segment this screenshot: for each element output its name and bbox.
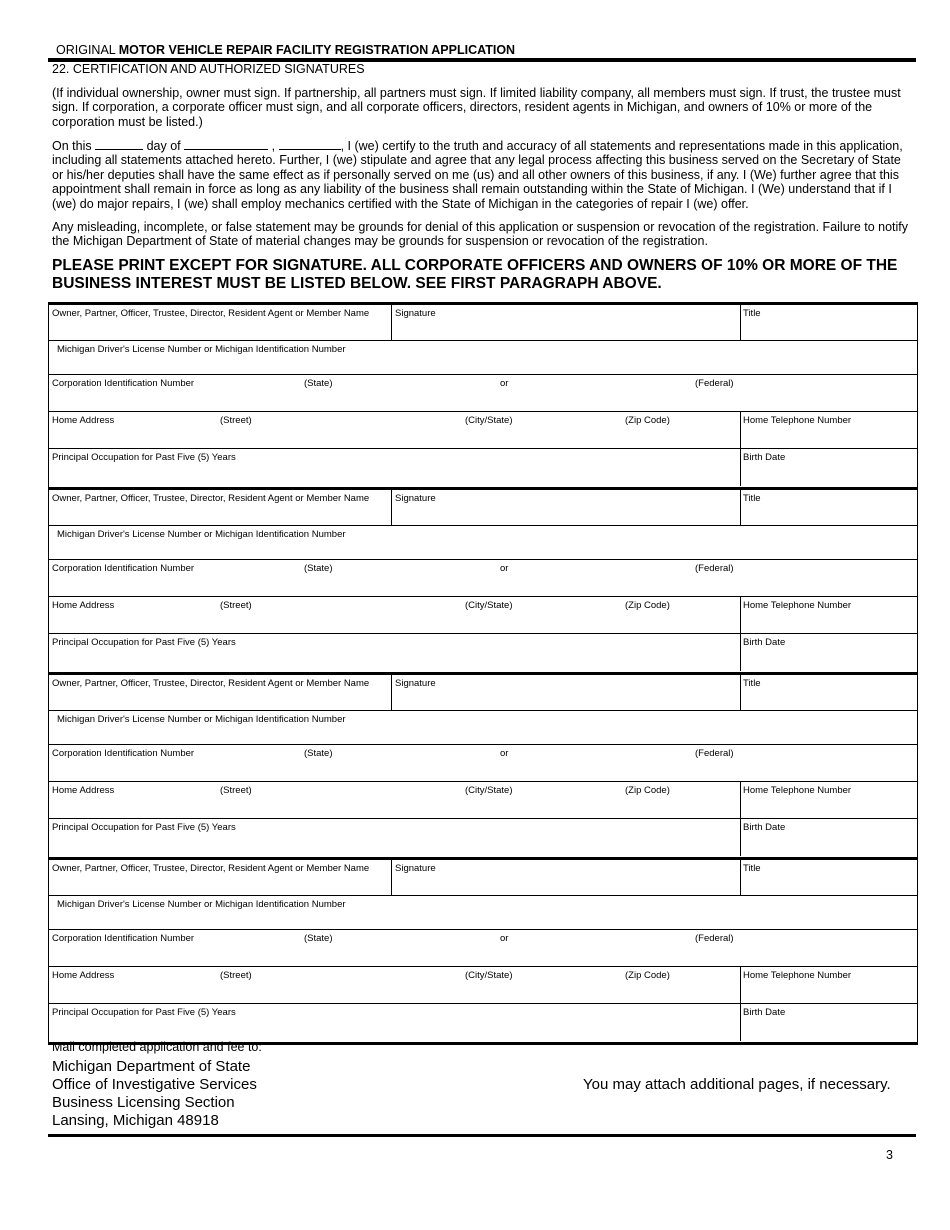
signatory-block	[49, 860, 917, 1045]
home-phone-field[interactable]: Home Telephone Number	[743, 415, 852, 426]
occupation-field[interactable]: Principal Occupation for Past Five (5) Years	[52, 637, 236, 648]
owner-name-field[interactable]: Owner, Partner, Officer, Trustee, Director, Resident Agent or Member Name	[52, 493, 370, 504]
owner-name-field[interactable]: Owner, Partner, Officer, Trustee, Director, Resident Agent or Member Name	[52, 308, 370, 319]
divider	[740, 412, 741, 449]
corporation-id-row	[49, 930, 917, 967]
divider	[740, 305, 741, 341]
name-signature-row	[49, 490, 917, 526]
federal-label: (Federal)	[695, 378, 734, 389]
occupation-field[interactable]: Principal Occupation for Past Five (5) Years	[52, 822, 236, 833]
corp-id-field[interactable]: Corporation Identification Number	[52, 563, 195, 574]
federal-label: (Federal)	[695, 748, 734, 759]
occupation-row	[49, 819, 917, 856]
signature-field[interactable]: Signature	[395, 308, 436, 319]
form-header	[56, 43, 515, 57]
signatory-block	[49, 490, 917, 675]
city-state-label: (City/State)	[465, 785, 513, 796]
title-field[interactable]: Title	[743, 308, 761, 319]
license-field[interactable]: Michigan Driver's License Number or Michigan Identification Number	[57, 899, 346, 910]
home-phone-field[interactable]: Home Telephone Number	[743, 785, 852, 796]
signature-field[interactable]: Signature	[395, 863, 436, 874]
home-address-row	[49, 782, 917, 819]
on-this-label: On this	[52, 139, 92, 153]
section-title: 22. CERTIFICATION AND AUTHORIZED SIGNATURES	[52, 62, 365, 76]
header-prefix: ORIGINAL	[56, 43, 116, 57]
license-row	[49, 341, 917, 375]
city-state-label: (City/State)	[465, 600, 513, 611]
signatory-block	[49, 305, 917, 490]
divider	[740, 967, 741, 1004]
address-line: Business Licensing Section	[52, 1094, 235, 1111]
corp-id-field[interactable]: Corporation Identification Number	[52, 378, 195, 389]
street-label: (Street)	[220, 415, 252, 426]
city-state-label: (City/State)	[465, 970, 513, 981]
or-label: or	[500, 748, 509, 759]
signatory-block	[49, 675, 917, 860]
name-signature-row	[49, 305, 917, 341]
occupation-row	[49, 634, 917, 671]
occupation-row	[49, 449, 917, 486]
name-signature-row	[49, 860, 917, 896]
divider	[740, 490, 741, 526]
year-field[interactable]	[279, 138, 341, 150]
zip-label: (Zip Code)	[625, 415, 670, 426]
occupation-field[interactable]: Principal Occupation for Past Five (5) Years	[52, 452, 236, 463]
corporation-id-row	[49, 560, 917, 597]
corp-id-field[interactable]: Corporation Identification Number	[52, 748, 195, 759]
state-label: (State)	[304, 933, 333, 944]
home-phone-field[interactable]: Home Telephone Number	[743, 970, 852, 981]
home-address-field[interactable]: Home Address	[52, 415, 115, 426]
corporation-id-row	[49, 745, 917, 782]
corporation-id-row	[49, 375, 917, 412]
false-statement-paragraph: Any misleading, incomplete, or false statement may be grounds for denial of this application or suspension or revocation of the registration. Failure to notify the Michigan Department of State of material changes may be grounds for suspension or revocation of the registration.	[52, 220, 909, 249]
zip-label: (Zip Code)	[625, 785, 670, 796]
signature-field[interactable]: Signature	[395, 678, 436, 689]
home-address-row	[49, 967, 917, 1004]
divider	[740, 675, 741, 711]
birth-date-field[interactable]: Birth Date	[743, 822, 786, 833]
form-title: MOTOR VEHICLE REPAIR FACILITY REGISTRATION APPLICATION	[118, 43, 516, 57]
license-field[interactable]: Michigan Driver's License Number or Michigan Identification Number	[57, 529, 346, 540]
license-field[interactable]: Michigan Driver's License Number or Michigan Identification Number	[57, 344, 346, 355]
day-field[interactable]	[95, 138, 143, 150]
day-of-label: day of	[146, 139, 181, 153]
name-signature-row	[49, 675, 917, 711]
or-label: or	[500, 378, 509, 389]
title-field[interactable]: Title	[743, 678, 761, 689]
attach-pages-note: You may attach additional pages, if necessary.	[583, 1076, 891, 1093]
home-address-field[interactable]: Home Address	[52, 970, 115, 981]
street-label: (Street)	[220, 600, 252, 611]
comma-separator: ,	[271, 139, 276, 153]
home-address-row	[49, 597, 917, 634]
address-line: Office of Investigative Services	[52, 1076, 257, 1093]
license-row	[49, 526, 917, 560]
divider	[740, 1004, 741, 1041]
home-address-field[interactable]: Home Address	[52, 600, 115, 611]
divider	[740, 819, 741, 856]
state-label: (State)	[304, 748, 333, 759]
license-row	[49, 896, 917, 930]
signature-field[interactable]: Signature	[395, 493, 436, 504]
occupation-field[interactable]: Principal Occupation for Past Five (5) Years	[52, 1007, 236, 1018]
home-address-row	[49, 412, 917, 449]
divider	[391, 860, 392, 896]
owner-name-field[interactable]: Owner, Partner, Officer, Trustee, Director, Resident Agent or Member Name	[52, 863, 370, 874]
certification-text: , I (we) certify to the truth and accuracy of all statements and representations made in this application, including all statements attached hereto. Further, I (we) stipulate and agree that any legal process affecting this business served on the Secretary of State or his/her deputies shall have the same effect as if personally served on me (us) and all other owners of this business, if any. I (We) further agree that this appointment shall remain in force as long as any liability of the business shall remain outstanding within the State of Michigan. I (We) understand that if I (we) do major repairs, I (we) shall employ mechanics certified with the State of Michigan in the categories of repair I (we) offer.	[52, 139, 903, 211]
mail-instructions: Mail completed application and fee to:	[52, 1040, 262, 1054]
federal-label: (Federal)	[695, 563, 734, 574]
divider	[740, 449, 741, 486]
page-number: 3	[886, 1148, 893, 1162]
home-address-field[interactable]: Home Address	[52, 785, 115, 796]
home-phone-field[interactable]: Home Telephone Number	[743, 600, 852, 611]
state-label: (State)	[304, 563, 333, 574]
corp-id-field[interactable]: Corporation Identification Number	[52, 933, 195, 944]
license-row	[49, 711, 917, 745]
divider	[740, 860, 741, 896]
birth-date-field[interactable]: Birth Date	[743, 452, 786, 463]
owner-name-field[interactable]: Owner, Partner, Officer, Trustee, Director, Resident Agent or Member Name	[52, 678, 370, 689]
or-label: or	[500, 563, 509, 574]
zip-label: (Zip Code)	[625, 970, 670, 981]
divider	[740, 634, 741, 671]
street-label: (Street)	[220, 785, 252, 796]
signing-requirements-paragraph: (If individual ownership, owner must sign. If partnership, all partners must sign. If limited liability company, all members must sign. If trust, the trustee must sign. If corporation, a corporate officer must sign, and all corporate officers, directors, resident agents in Michigan, and owners of 10% or more of the corporation must be listed.)	[52, 86, 901, 129]
zip-label: (Zip Code)	[625, 600, 670, 611]
divider	[391, 675, 392, 711]
print-notice: PLEASE PRINT EXCEPT FOR SIGNATURE. ALL CORPORATE OFFICERS AND OWNERS OF 10% OR MORE OF THE BUSINESS INTEREST MUST BE LISTED BELOW. SEE FIRST PARAGRAPH ABOVE.	[52, 257, 898, 292]
birth-date-field[interactable]: Birth Date	[743, 637, 786, 648]
occupation-row	[49, 1004, 917, 1041]
license-field[interactable]: Michigan Driver's License Number or Michigan Identification Number	[57, 714, 346, 725]
city-state-label: (City/State)	[465, 415, 513, 426]
month-field[interactable]	[184, 138, 268, 150]
divider	[391, 490, 392, 526]
bottom-rule	[48, 1134, 916, 1137]
signatories-table	[48, 302, 918, 1045]
certification-paragraph	[52, 138, 914, 211]
divider	[740, 597, 741, 634]
divider	[391, 305, 392, 341]
street-label: (Street)	[220, 970, 252, 981]
birth-date-field[interactable]: Birth Date	[743, 1007, 786, 1018]
title-field[interactable]: Title	[743, 863, 761, 874]
address-line: Lansing, Michigan 48918	[52, 1112, 219, 1129]
divider	[740, 782, 741, 819]
title-field[interactable]: Title	[743, 493, 761, 504]
mailing-address	[52, 1058, 257, 1130]
address-line: Michigan Department of State	[52, 1058, 251, 1075]
federal-label: (Federal)	[695, 933, 734, 944]
state-label: (State)	[304, 378, 333, 389]
or-label: or	[500, 933, 509, 944]
